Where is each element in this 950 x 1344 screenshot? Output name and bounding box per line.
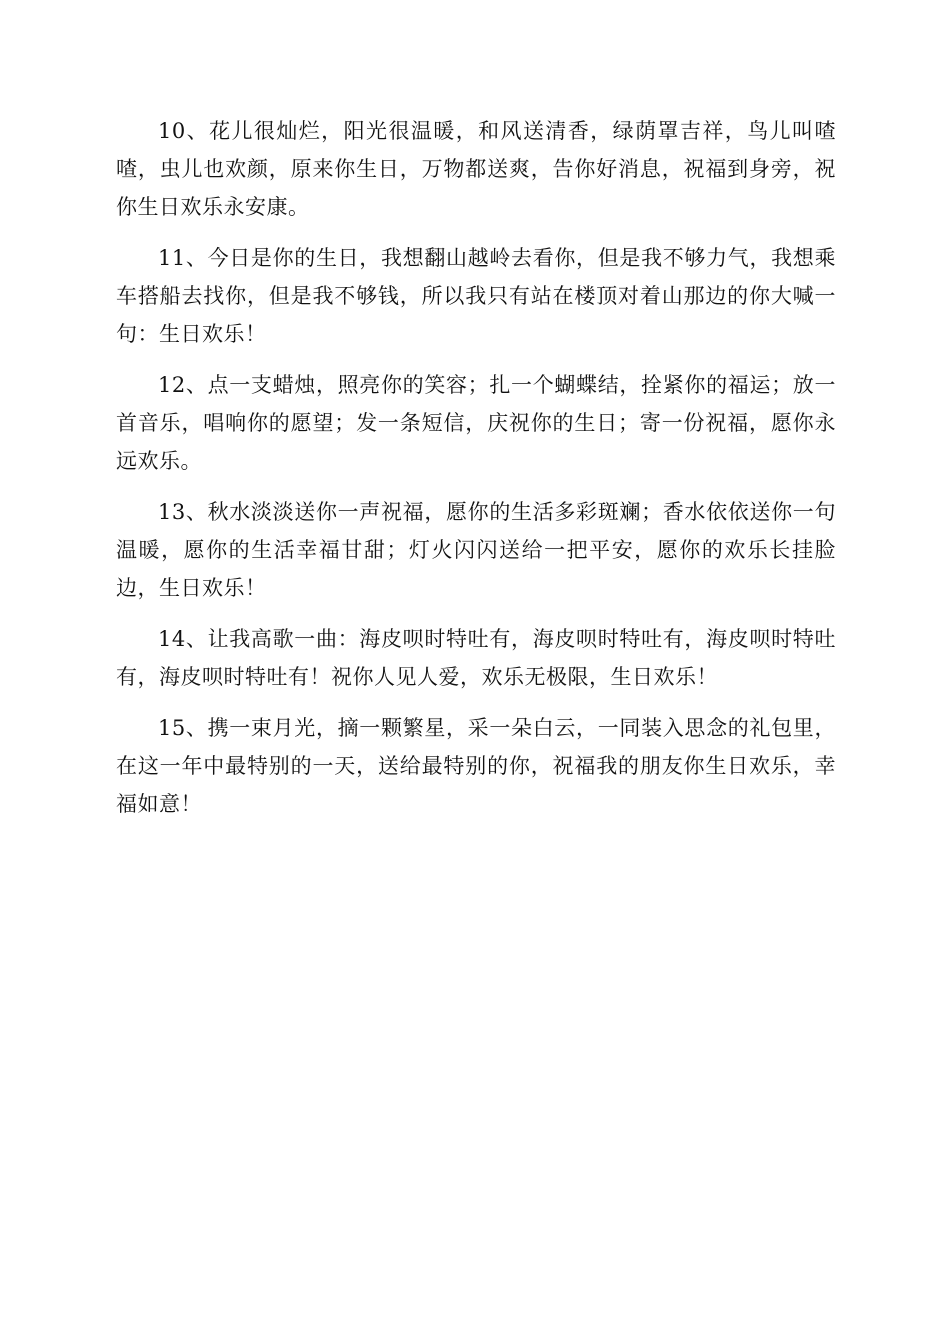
- paragraph-11: 11、今日是你的生日，我想翻山越岭去看你，但是我不够力气，我想乘车搭船去找你，但是我不够钱，所以我只有站在楼顶对着山那边的你大喊一句：生日欢乐！: [116, 246, 836, 346]
- paragraph-15: 15、携一束月光，摘一颗繁星，采一朵白云，一同装入思念的礼包里，在这一年中最特别的一天，送给最特别的你，祝福我的朋友你生日欢乐，幸福如意！: [116, 716, 836, 816]
- paragraph-13: 13、秋水淡淡送你一声祝福，愿你的生活多彩斑斓；香水依依送你一句温暖，愿你的生活幸福甘甜；灯火闪闪送给一把平安，愿你的欢乐长挂脸边，生日欢乐！: [116, 500, 836, 600]
- paragraph-12: 12、点一支蜡烛，照亮你的笑容；扎一个蝴蝶结，拴紧你的福运；放一首音乐，唱响你的愿望；发一条短信，庆祝你的生日；寄一份祝福，愿你永远欢乐。: [116, 373, 836, 473]
- document-body: [116, 112, 836, 836]
- paragraph-10: 10、花儿很灿烂，阳光很温暖，和风送清香，绿荫罩吉祥，鸟儿叫喳喳，虫儿也欢颜，原来你生日，万物都送爽，告你好消息，祝福到身旁，祝你生日欢乐永安康。: [116, 119, 836, 219]
- paragraph-14: 14、让我高歌一曲：海皮呗时特吐有，海皮呗时特吐有，海皮呗时特吐有，海皮呗时特吐有！祝你人见人爱，欢乐无极限，生日欢乐！: [116, 627, 836, 689]
